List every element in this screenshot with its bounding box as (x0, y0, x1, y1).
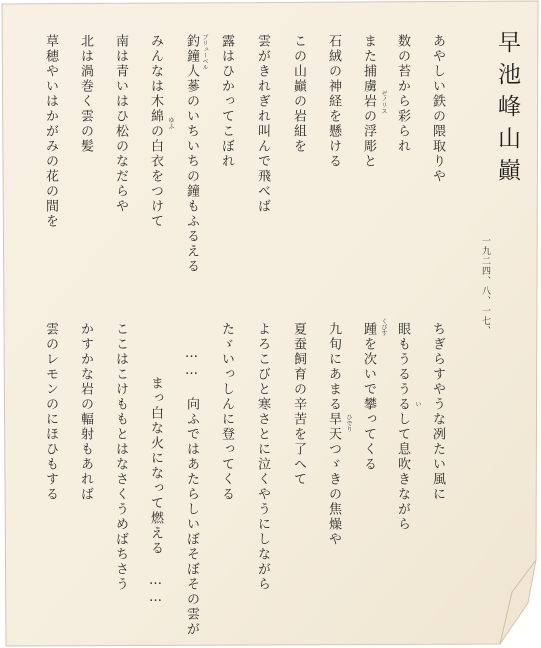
ruby-bellflower: ブリューベル (201, 34, 208, 70)
poem-line: ここはこけももとはなさくうめばちさう (113, 322, 128, 592)
poem-line: たゞいっしんに登ってくる (219, 322, 234, 502)
poem-line: 釣鐘人蔘のいちいちの鐘もふるえる (184, 34, 199, 274)
poem-line: 眼もうるうるして息吹きながら (395, 322, 410, 532)
poem-line: この山巓の岩組を (291, 34, 306, 154)
poem-line: ちぎらすやうな冽たい風に (430, 322, 445, 502)
poem-line: 数の苔から彩られ (395, 34, 410, 154)
ruby-drought: ひでり (345, 414, 352, 432)
poem-line: また捕虜岩の浮彫と (361, 34, 376, 169)
ruby-cotton: ゆふ (167, 117, 174, 129)
poem-line: 夏蚕飼育の辛苦を了へて (291, 322, 306, 487)
poem-line: 雲がきれぎれ叫んで飛べば (255, 34, 270, 214)
poem-date: 一九二四、八、一七、 (480, 236, 490, 336)
poem-line: よろこびと寒さとに泣くやうにしながら (255, 322, 270, 592)
poem-line: 南は青いはひ松のなだらや (113, 34, 128, 214)
poem-line: 九旬にあまる旱天つゞきの焦燥や (326, 322, 341, 547)
poem-title: 早池峰山巓 (494, 30, 520, 190)
ruby-heel: くびす (380, 318, 387, 336)
poem-line: 踵を次いで攀ってくる (361, 322, 376, 472)
ruby-breath: い (414, 401, 421, 407)
poem-line: まっ白な火になって燃える …… (148, 376, 163, 607)
ruby-xenolith: ゼノリス (380, 90, 387, 114)
poem-line: 雲のレモンのにほひもする (43, 322, 58, 502)
poem-line: かすかな岩の輻射もあれば (78, 322, 93, 502)
poem-line: みんなは木綿の白衣をつけて (148, 34, 163, 229)
poem-line: 北は渦巻く雲の髪 (78, 34, 93, 154)
poem-line: 草穂やいはかがみの花の間を (43, 34, 58, 229)
poem-line: 石絨の神経を懸ける (326, 34, 341, 169)
poem-line: …… 向ふではあたらしいぼそぼその雲が (184, 346, 199, 637)
poem-line: 露はひかってこぼれ (219, 34, 234, 169)
poem-line: あやしい鉄の隈取りや (430, 34, 445, 184)
